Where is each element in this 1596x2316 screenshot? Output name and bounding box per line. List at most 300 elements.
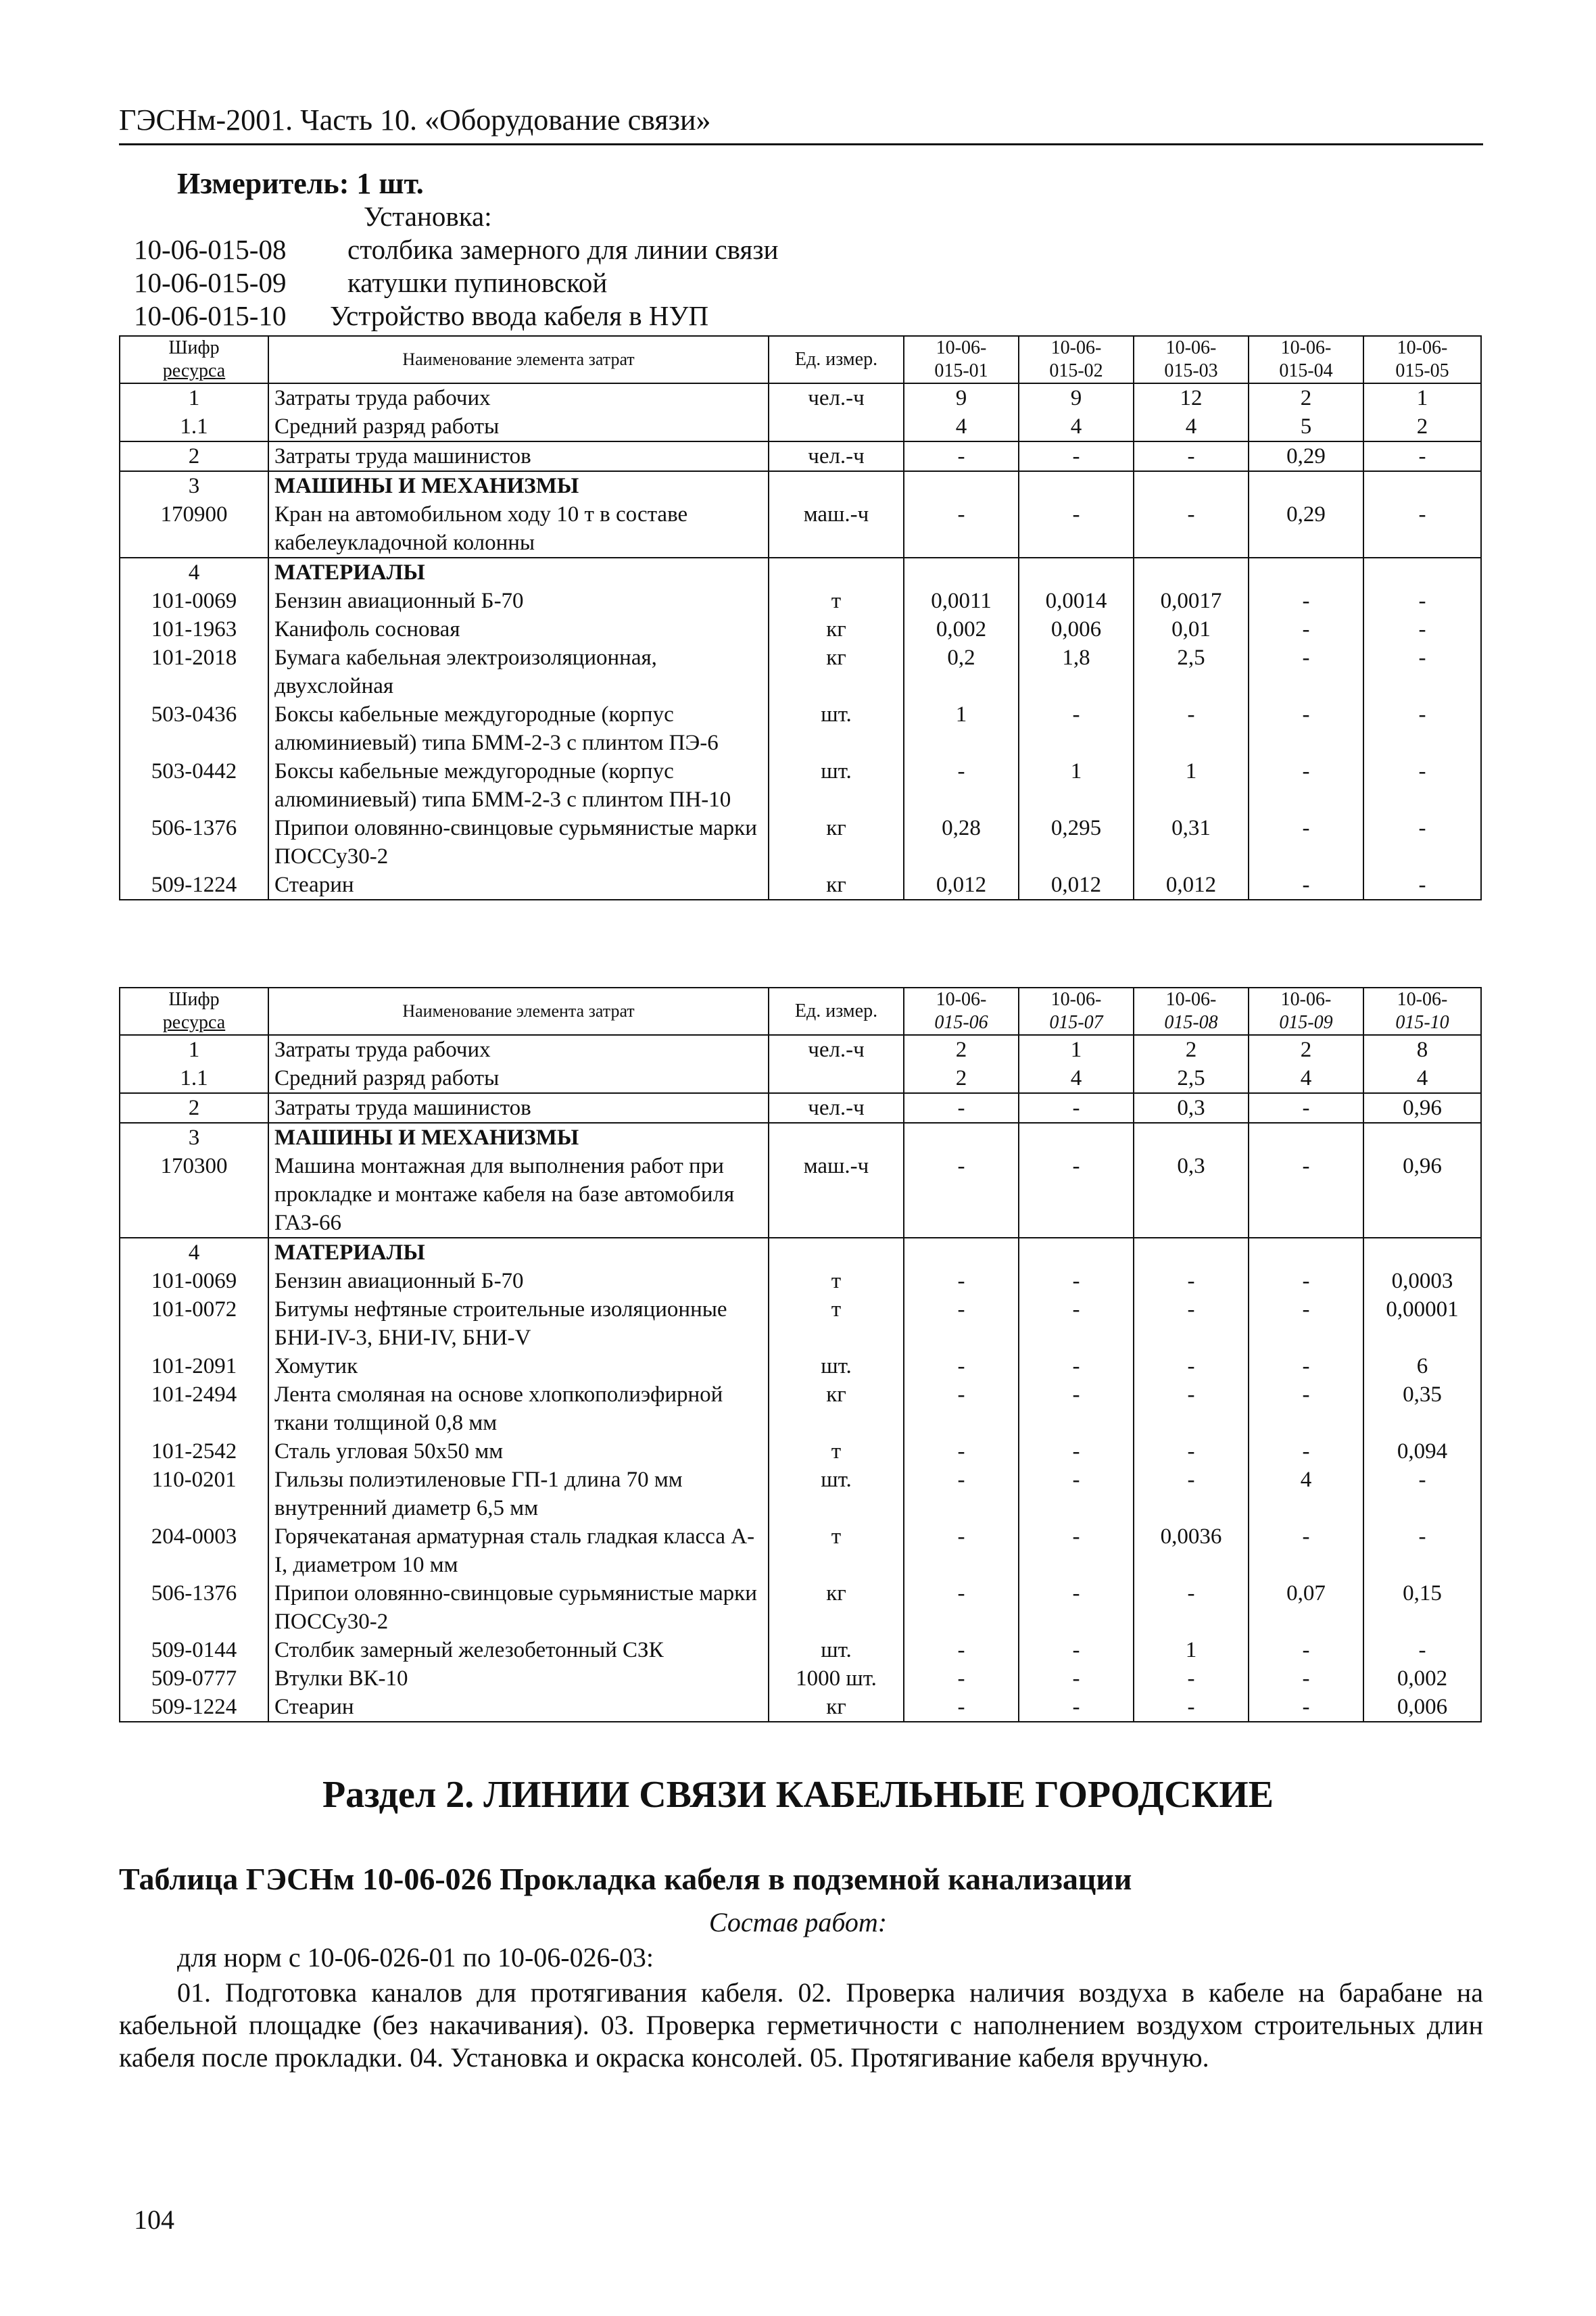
row-value: - bbox=[1249, 814, 1363, 871]
row-value: 0,01 bbox=[1134, 615, 1249, 644]
row-value: - bbox=[1363, 1466, 1481, 1522]
row-unit bbox=[769, 471, 904, 500]
row-value bbox=[1134, 471, 1249, 500]
row-value: - bbox=[1249, 1693, 1363, 1722]
row-name: Средний разряд работы bbox=[268, 1064, 769, 1093]
row-name: Гильзы полиэтиленовые ГП-1 длина 70 мм внутренний диаметр 6,5 мм bbox=[268, 1466, 769, 1522]
intro-item-text: Устройство ввода кабеля в НУП bbox=[330, 300, 709, 331]
row-value: - bbox=[1363, 871, 1481, 900]
row-value: - bbox=[1249, 700, 1363, 757]
intro-item bbox=[134, 299, 778, 333]
row-code: 509-1224 bbox=[120, 871, 268, 900]
row-value: - bbox=[1134, 500, 1249, 558]
row-value: - bbox=[904, 1380, 1019, 1437]
row-name: Стеарин bbox=[268, 1693, 769, 1722]
row-value: - bbox=[904, 1579, 1019, 1636]
row-value: 0,002 bbox=[904, 615, 1019, 644]
intro-indent bbox=[134, 200, 330, 233]
row-value: - bbox=[1363, 441, 1481, 471]
table-row bbox=[120, 471, 1481, 500]
table-row bbox=[120, 1352, 1481, 1380]
row-value: 0,00001 bbox=[1363, 1295, 1481, 1352]
header-norm-code bbox=[1134, 988, 1249, 1035]
row-value: 0,012 bbox=[1134, 871, 1249, 900]
row-value: 0,96 bbox=[1363, 1093, 1481, 1123]
table-row bbox=[120, 1238, 1481, 1267]
header-norm-line: 10-06- bbox=[1397, 337, 1448, 358]
row-value: - bbox=[1019, 1466, 1134, 1522]
header-norm-line: 10-06- bbox=[1280, 337, 1332, 358]
row-value bbox=[1249, 558, 1363, 587]
row-value: - bbox=[1249, 1267, 1363, 1295]
row-value: - bbox=[1019, 1093, 1134, 1123]
row-name: Стеарин bbox=[268, 871, 769, 900]
intro-item bbox=[134, 233, 778, 266]
intro-block bbox=[134, 200, 778, 333]
header-norm-line: 10-06- bbox=[936, 989, 987, 1010]
header-norm-line: 10-06- bbox=[1165, 337, 1217, 358]
table-row bbox=[120, 814, 1481, 871]
row-unit: кг bbox=[769, 615, 904, 644]
table-header-row bbox=[120, 988, 1481, 1035]
row-value: - bbox=[1249, 1352, 1363, 1380]
row-value: - bbox=[1019, 441, 1134, 471]
row-name: Кран на автомобильном ходу 10 т в составе кабелеукладочной колонны bbox=[268, 500, 769, 558]
row-value: 0,0036 bbox=[1134, 1522, 1249, 1579]
meter-label: Измеритель: 1 шт. bbox=[177, 167, 424, 200]
row-value bbox=[904, 1123, 1019, 1152]
row-unit bbox=[769, 412, 904, 441]
row-name: Канифоль сосновая bbox=[268, 615, 769, 644]
row-name: Столбик замерный железобетонный СЗК bbox=[268, 1636, 769, 1664]
row-unit: т bbox=[769, 587, 904, 615]
row-code: 110-0201 bbox=[120, 1466, 268, 1522]
row-value: 0,35 bbox=[1363, 1380, 1481, 1437]
header-norm-line: 015-01 bbox=[934, 360, 988, 381]
row-value bbox=[1363, 1123, 1481, 1152]
row-value: - bbox=[1363, 587, 1481, 615]
row-value: 2 bbox=[1134, 1035, 1249, 1064]
row-value: - bbox=[1249, 871, 1363, 900]
table-row bbox=[120, 1064, 1481, 1093]
row-code: 1.1 bbox=[120, 1064, 268, 1093]
row-code: 101-0072 bbox=[120, 1295, 268, 1352]
row-unit: кг bbox=[769, 871, 904, 900]
resource-table-1 bbox=[119, 335, 1482, 900]
row-code: 101-0069 bbox=[120, 1267, 268, 1295]
row-value: - bbox=[1134, 1295, 1249, 1352]
work-composition-text: 01. Подготовка каналов для протягивания кабеля. 02. Проверка наличия воздуха в кабеле на барабане на кабельной площадке (без накачивания). 03. Проверка герметичности с наполнением воздухом строительных длин кабеля после прокладки. 04. Установка и окраска консолей. 05. Протягивание кабеля вручную. bbox=[119, 1977, 1483, 2073]
intro-install-row bbox=[134, 200, 778, 233]
row-name: Боксы кабельные междугородные (корпус алюминиевый) типа БММ-2-3 с плинтом ПЭ-6 bbox=[268, 700, 769, 757]
row-name: Затраты труда машинистов bbox=[268, 441, 769, 471]
row-value: - bbox=[1363, 615, 1481, 644]
row-code: 2 bbox=[120, 1093, 268, 1123]
row-value: - bbox=[1019, 1664, 1134, 1693]
row-name: Боксы кабельные междугородные (корпус алюминиевый) типа БММ-2-3 с плинтом ПН-10 bbox=[268, 757, 769, 814]
row-unit: т bbox=[769, 1295, 904, 1352]
header-name: Наименование элемента затрат bbox=[268, 336, 769, 383]
row-value: - bbox=[1134, 441, 1249, 471]
header-code bbox=[120, 988, 268, 1035]
row-value: - bbox=[1134, 1693, 1249, 1722]
header-code-line: ресурса bbox=[162, 1012, 226, 1033]
header-norm-code bbox=[1249, 988, 1363, 1035]
table-row bbox=[120, 1123, 1481, 1152]
row-value: - bbox=[1363, 700, 1481, 757]
row-value: 9 bbox=[904, 383, 1019, 412]
table-row bbox=[120, 1693, 1481, 1722]
intro-item-code: 10-06-015-09 bbox=[134, 267, 287, 298]
row-value: 0,2 bbox=[904, 644, 1019, 700]
row-code: 506-1376 bbox=[120, 1579, 268, 1636]
row-unit: кг bbox=[769, 1380, 904, 1437]
header-norm-line: 10-06- bbox=[1280, 989, 1332, 1010]
row-unit: кг bbox=[769, 1693, 904, 1722]
header-norm-code bbox=[1363, 336, 1481, 383]
row-value: - bbox=[1134, 1437, 1249, 1466]
row-value: - bbox=[1363, 644, 1481, 700]
row-code: 170300 bbox=[120, 1152, 268, 1238]
table-row bbox=[120, 1267, 1481, 1295]
row-value bbox=[1019, 1238, 1134, 1267]
row-value: 0,0017 bbox=[1134, 587, 1249, 615]
row-value: - bbox=[1019, 1295, 1134, 1352]
row-value: - bbox=[1019, 1636, 1134, 1664]
row-code: 4 bbox=[120, 558, 268, 587]
header-norm-line: 015-06 bbox=[934, 1012, 988, 1033]
table-row bbox=[120, 644, 1481, 700]
row-value: - bbox=[1363, 757, 1481, 814]
row-unit bbox=[769, 1238, 904, 1267]
row-name: Затраты труда машинистов bbox=[268, 1093, 769, 1123]
row-name: Припои оловянно-свинцовые сурьмянистые марки ПОССу30-2 bbox=[268, 814, 769, 871]
header-code-line: Шифр bbox=[168, 989, 220, 1010]
row-unit: кг bbox=[769, 814, 904, 871]
row-value: 0,006 bbox=[1019, 615, 1134, 644]
row-unit: шт. bbox=[769, 1636, 904, 1664]
table-row bbox=[120, 1437, 1481, 1466]
table-row bbox=[120, 587, 1481, 615]
row-code: 509-0144 bbox=[120, 1636, 268, 1664]
row-value: - bbox=[1134, 1352, 1249, 1380]
header-unit: Ед. измер. bbox=[769, 336, 904, 383]
header-code bbox=[120, 336, 268, 383]
row-value: - bbox=[1134, 1380, 1249, 1437]
row-value: - bbox=[904, 1267, 1019, 1295]
row-unit: чел.-ч bbox=[769, 1093, 904, 1123]
row-unit: т bbox=[769, 1522, 904, 1579]
row-value bbox=[1134, 1238, 1249, 1267]
intro-item-text: катушки пупиновской bbox=[347, 267, 608, 298]
row-name: Битумы нефтяные строительные изоляционные БНИ-IV-3, БНИ-IV, БНИ-V bbox=[268, 1295, 769, 1352]
row-value bbox=[1363, 1238, 1481, 1267]
row-unit bbox=[769, 558, 904, 587]
row-value: - bbox=[904, 1093, 1019, 1123]
row-value: 0,295 bbox=[1019, 814, 1134, 871]
row-value: - bbox=[1249, 1636, 1363, 1664]
header-norm-code bbox=[904, 336, 1019, 383]
header-norm-code bbox=[1134, 336, 1249, 383]
row-name: МАШИНЫ И МЕХАНИЗМЫ bbox=[268, 471, 769, 500]
table-row bbox=[120, 757, 1481, 814]
row-value: 5 bbox=[1249, 412, 1363, 441]
row-value: 1,8 bbox=[1019, 644, 1134, 700]
row-value: - bbox=[904, 441, 1019, 471]
row-code: 1 bbox=[120, 383, 268, 412]
row-value: 0,29 bbox=[1249, 441, 1363, 471]
page-number: 104 bbox=[134, 2204, 174, 2235]
row-code: 2 bbox=[120, 441, 268, 471]
work-composition-label: Состав работ: bbox=[708, 1907, 888, 1937]
header-norm-code bbox=[1019, 988, 1134, 1035]
row-value: 0,002 bbox=[1363, 1664, 1481, 1693]
row-unit: 1000 шт. bbox=[769, 1664, 904, 1693]
row-value: 0,0011 bbox=[904, 587, 1019, 615]
install-label: Установка: bbox=[364, 201, 492, 232]
row-value: 1 bbox=[1019, 757, 1134, 814]
table-row bbox=[120, 383, 1481, 412]
row-value: 2 bbox=[904, 1035, 1019, 1064]
row-value: 12 bbox=[1134, 383, 1249, 412]
table-row bbox=[120, 1636, 1481, 1664]
row-value: 2 bbox=[1363, 412, 1481, 441]
row-value: - bbox=[1249, 1295, 1363, 1352]
row-value bbox=[1019, 1123, 1134, 1152]
header-norm-line: 015-05 bbox=[1395, 360, 1449, 381]
row-unit: шт. bbox=[769, 757, 904, 814]
row-value: - bbox=[1249, 1437, 1363, 1466]
row-value bbox=[1363, 558, 1481, 587]
row-value: - bbox=[1019, 1267, 1134, 1295]
row-value: - bbox=[1249, 1093, 1363, 1123]
row-value: 4 bbox=[1249, 1466, 1363, 1522]
header-norm-line: 015-02 bbox=[1049, 360, 1103, 381]
row-value: 2,5 bbox=[1134, 644, 1249, 700]
row-code: 4 bbox=[120, 1238, 268, 1267]
row-value: 2,5 bbox=[1134, 1064, 1249, 1093]
row-code: 101-1963 bbox=[120, 615, 268, 644]
row-unit: кг bbox=[769, 644, 904, 700]
row-value: - bbox=[904, 1466, 1019, 1522]
row-value: 1 bbox=[1134, 757, 1249, 814]
row-value: - bbox=[1019, 1522, 1134, 1579]
row-unit: шт. bbox=[769, 700, 904, 757]
row-value: - bbox=[1249, 757, 1363, 814]
row-value: 4 bbox=[904, 412, 1019, 441]
header-norm-line: 015-08 bbox=[1164, 1012, 1218, 1033]
table-row bbox=[120, 871, 1481, 900]
row-value bbox=[1249, 1123, 1363, 1152]
row-value: - bbox=[1019, 1380, 1134, 1437]
table-row bbox=[120, 558, 1481, 587]
row-code: 101-0069 bbox=[120, 587, 268, 615]
resource-table-2 bbox=[119, 987, 1482, 1722]
header-norm-line: 015-03 bbox=[1164, 360, 1218, 381]
table-row bbox=[120, 1295, 1481, 1352]
row-value bbox=[1019, 558, 1134, 587]
row-name: Горячекатаная арматурная сталь гладкая класса А-I, диаметром 10 мм bbox=[268, 1522, 769, 1579]
row-value: 6 bbox=[1363, 1352, 1481, 1380]
table-title: Таблица ГЭСНм 10-06-026 Прокладка кабеля в подземной канализации bbox=[119, 1862, 1132, 1896]
row-value: - bbox=[1019, 1437, 1134, 1466]
row-name: Затраты труда рабочих bbox=[268, 383, 769, 412]
row-value: 2 bbox=[904, 1064, 1019, 1093]
row-unit: чел.-ч bbox=[769, 383, 904, 412]
row-name: Машина монтажная для выполнения работ при прокладке и монтаже кабеля на базе автомобиля ГАЗ-66 bbox=[268, 1152, 769, 1238]
row-value bbox=[1249, 1238, 1363, 1267]
row-value bbox=[1134, 558, 1249, 587]
row-value: - bbox=[1134, 1579, 1249, 1636]
row-value: 0,012 bbox=[904, 871, 1019, 900]
row-unit: шт. bbox=[769, 1352, 904, 1380]
table-row bbox=[120, 1093, 1481, 1123]
row-name: Бумага кабельная электроизоляционная, двухслойная bbox=[268, 644, 769, 700]
row-code: 101-2091 bbox=[120, 1352, 268, 1380]
row-value bbox=[1019, 471, 1134, 500]
header-name: Наименование элемента затрат bbox=[268, 988, 769, 1035]
row-code: 170900 bbox=[120, 500, 268, 558]
table-row bbox=[120, 412, 1481, 441]
row-unit: т bbox=[769, 1437, 904, 1466]
row-name: Сталь угловая 50х50 мм bbox=[268, 1437, 769, 1466]
row-value: 0,28 bbox=[904, 814, 1019, 871]
table-row bbox=[120, 1664, 1481, 1693]
row-unit: чел.-ч bbox=[769, 441, 904, 471]
header-code-line: ресурса bbox=[162, 360, 226, 381]
table-row bbox=[120, 441, 1481, 471]
row-value: - bbox=[1134, 700, 1249, 757]
row-value: 0,07 bbox=[1249, 1579, 1363, 1636]
table-row bbox=[120, 1380, 1481, 1437]
row-value: 2 bbox=[1249, 383, 1363, 412]
row-value bbox=[1249, 471, 1363, 500]
header-norm-code bbox=[1363, 988, 1481, 1035]
row-value: 0,3 bbox=[1134, 1152, 1249, 1238]
table-row bbox=[120, 1466, 1481, 1522]
row-value: - bbox=[1019, 1152, 1134, 1238]
row-code: 503-0442 bbox=[120, 757, 268, 814]
row-name: Лента смоляная на основе хлопкополиэфирной ткани толщиной 0,8 мм bbox=[268, 1380, 769, 1437]
header-norm-line: 10-06- bbox=[1165, 989, 1217, 1010]
row-value: - bbox=[1363, 1522, 1481, 1579]
header-norm-code bbox=[1249, 336, 1363, 383]
row-value: - bbox=[904, 757, 1019, 814]
row-value: - bbox=[1249, 1152, 1363, 1238]
row-unit: кг bbox=[769, 1579, 904, 1636]
row-value: 0,012 bbox=[1019, 871, 1134, 900]
row-value: - bbox=[1363, 814, 1481, 871]
row-unit bbox=[769, 1064, 904, 1093]
row-value: 4 bbox=[1134, 412, 1249, 441]
row-name: Затраты труда рабочих bbox=[268, 1035, 769, 1064]
row-code: 509-1224 bbox=[120, 1693, 268, 1722]
header-norm-code bbox=[904, 988, 1019, 1035]
row-value: - bbox=[1019, 1693, 1134, 1722]
row-name: Бензин авиационный Б-70 bbox=[268, 1267, 769, 1295]
row-value bbox=[1134, 1123, 1249, 1152]
row-value: - bbox=[1363, 500, 1481, 558]
row-name: Бензин авиационный Б-70 bbox=[268, 587, 769, 615]
row-value: 0,094 bbox=[1363, 1437, 1481, 1466]
section-title: Раздел 2. ЛИНИИ СВЯЗИ КАБЕЛЬНЫЕ ГОРОДСКИЕ bbox=[322, 1774, 1274, 1816]
row-value: - bbox=[904, 1693, 1019, 1722]
header-norm-line: 10-06- bbox=[1050, 337, 1102, 358]
header-norm-line: 015-07 bbox=[1049, 1012, 1103, 1033]
row-value: - bbox=[1134, 1267, 1249, 1295]
row-value: 4 bbox=[1363, 1064, 1481, 1093]
row-unit: т bbox=[769, 1267, 904, 1295]
row-value: - bbox=[1134, 1466, 1249, 1522]
header-norm-line: 10-06- bbox=[1397, 989, 1448, 1010]
row-value: 4 bbox=[1249, 1064, 1363, 1093]
row-value: - bbox=[1249, 1664, 1363, 1693]
row-value: - bbox=[1249, 1380, 1363, 1437]
table-row bbox=[120, 1152, 1481, 1238]
table-row bbox=[120, 700, 1481, 757]
header-norm-code bbox=[1019, 336, 1134, 383]
row-value: - bbox=[1134, 1664, 1249, 1693]
row-value: - bbox=[904, 500, 1019, 558]
row-value: 0,29 bbox=[1249, 500, 1363, 558]
page-header: ГЭСНм-2001. Часть 10. «Оборудование связи» bbox=[119, 101, 1483, 145]
row-name: Припои оловянно-свинцовые сурьмянистые марки ПОССу30-2 bbox=[268, 1579, 769, 1636]
row-value bbox=[1363, 471, 1481, 500]
intro-item-text: столбика замерного для линии связи bbox=[347, 234, 779, 265]
row-value: 4 bbox=[1019, 1064, 1134, 1093]
row-value bbox=[904, 558, 1019, 587]
header-code-line: Шифр bbox=[168, 337, 220, 358]
row-code: 101-2018 bbox=[120, 644, 268, 700]
row-value: 9 bbox=[1019, 383, 1134, 412]
row-value: - bbox=[904, 1437, 1019, 1466]
row-unit: чел.-ч bbox=[769, 1035, 904, 1064]
row-name: МАТЕРИАЛЫ bbox=[268, 558, 769, 587]
row-value: 0,31 bbox=[1134, 814, 1249, 871]
row-code: 506-1376 bbox=[120, 814, 268, 871]
row-code: 204-0003 bbox=[120, 1522, 268, 1579]
row-code: 1 bbox=[120, 1035, 268, 1064]
row-value: - bbox=[904, 1152, 1019, 1238]
row-value: 0,96 bbox=[1363, 1152, 1481, 1238]
row-name: МАТЕРИАЛЫ bbox=[268, 1238, 769, 1267]
row-value: 0,0003 bbox=[1363, 1267, 1481, 1295]
row-value: - bbox=[1249, 615, 1363, 644]
intro-item-code: 10-06-015-08 bbox=[134, 234, 287, 265]
row-name: Хомутик bbox=[268, 1352, 769, 1380]
row-value: 4 bbox=[1019, 412, 1134, 441]
row-name: МАШИНЫ И МЕХАНИЗМЫ bbox=[268, 1123, 769, 1152]
row-unit: маш.-ч bbox=[769, 500, 904, 558]
row-value: - bbox=[1249, 587, 1363, 615]
row-value: 0,0014 bbox=[1019, 587, 1134, 615]
row-value: 0,006 bbox=[1363, 1693, 1481, 1722]
table-row bbox=[120, 615, 1481, 644]
header-norm-line: 10-06- bbox=[936, 337, 987, 358]
header-norm-line: 10-06- bbox=[1050, 989, 1102, 1010]
row-value: - bbox=[904, 1352, 1019, 1380]
row-value: - bbox=[1019, 1579, 1134, 1636]
table-row bbox=[120, 1522, 1481, 1579]
row-value: 1 bbox=[1019, 1035, 1134, 1064]
row-code: 1.1 bbox=[120, 412, 268, 441]
row-code: 509-0777 bbox=[120, 1664, 268, 1693]
header-norm-line: 015-04 bbox=[1279, 360, 1333, 381]
row-value bbox=[904, 1238, 1019, 1267]
header-unit: Ед. измер. bbox=[769, 988, 904, 1035]
row-value: - bbox=[1019, 1352, 1134, 1380]
norms-range: для норм с 10-06-026-01 по 10-06-026-03: bbox=[177, 1942, 654, 1973]
